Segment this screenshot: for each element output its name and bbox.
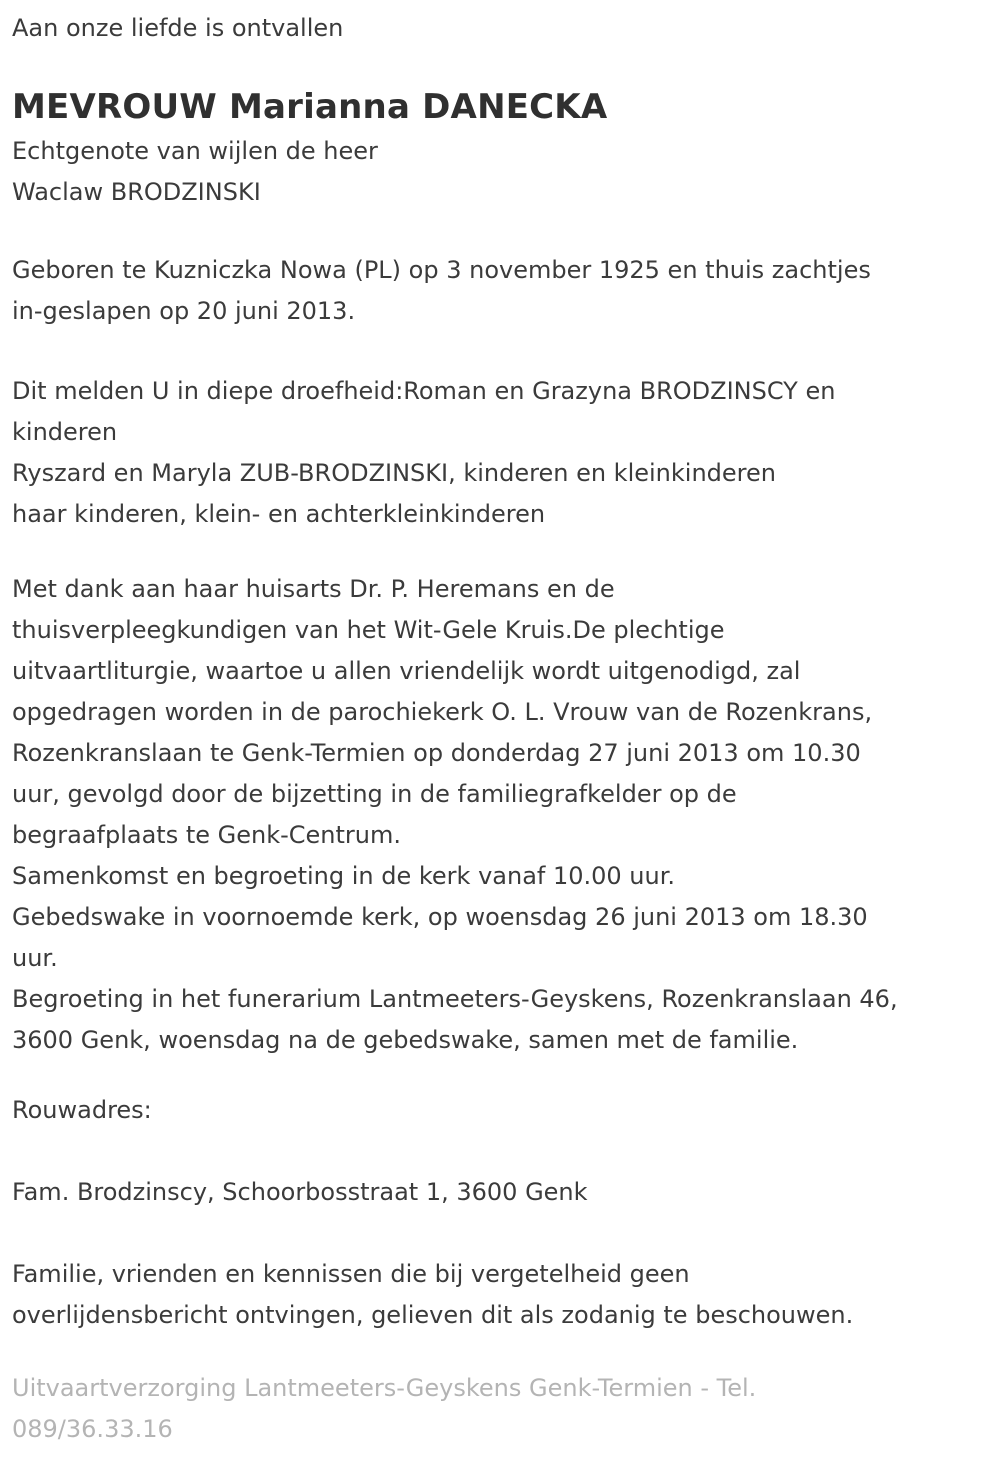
- apology-line-2: overlijdensbericht ontvingen, gelieven dit als zodanig te beschouwen.: [12, 1301, 854, 1329]
- deceased-name-title: [12, 83, 986, 131]
- birth-death-paragraph: [12, 250, 986, 332]
- service-line-2: thuisverpleegkundigen van het Wit-Gele Kruis.De plechtige: [12, 616, 725, 644]
- service-line-11: Begroeting in het funerarium Lantmeeters-Geyskens, Rozenkranslaan 46,: [12, 985, 898, 1013]
- apology-line-1: Familie, vrienden en kennissen die bij vergetelheid geen: [12, 1260, 690, 1288]
- service-line-12: 3600 Genk, woensdag na de gebedswake, samen met de familie.: [12, 1026, 799, 1054]
- mourners-line-2: kinderen: [12, 418, 118, 446]
- intro-paragraph: [12, 8, 986, 49]
- mourners-paragraph: [12, 371, 986, 535]
- apology-note-paragraph: [12, 1254, 986, 1336]
- spouse-line-1: Echtgenote van wijlen de heer: [12, 137, 378, 165]
- rouwadres-value-paragraph: [12, 1172, 986, 1213]
- birth-death-line-1: Geboren te Kuzniczka Nowa (PL) op 3 november 1925 en thuis zachtjes: [12, 256, 871, 284]
- undertaker-footer: [12, 1368, 986, 1450]
- rouwadres-label-line: Rouwadres:: [12, 1096, 152, 1124]
- service-line-8: Samenkomst en begroeting in de kerk vanaf 10.00 uur.: [12, 862, 676, 890]
- deceased-name-line: MEVROUW Marianna DANECKA: [12, 87, 608, 127]
- mourners-line-1: Dit melden U in diepe droefheid:Roman en Grazyna BRODZINSCY en: [12, 377, 836, 405]
- mourners-line-4: haar kinderen, klein- en achterkleinkinderen: [12, 500, 546, 528]
- service-line-4: opgedragen worden in de parochiekerk O. L. Vrouw van de Rozenkrans,: [12, 698, 873, 726]
- service-line-10: uur.: [12, 944, 58, 972]
- service-line-6: uur, gevolgd door de bijzetting in de familiegrafkelder op de: [12, 780, 737, 808]
- service-line-1: Met dank aan haar huisarts Dr. P. Heremans en de: [12, 575, 615, 603]
- intro-line: Aan onze liefde is ontvallen: [12, 14, 344, 42]
- spouse-line-2: Waclaw BRODZINSKI: [12, 178, 261, 206]
- spouse-paragraph: [12, 131, 986, 213]
- birth-death-line-2: in-geslapen op 20 juni 2013.: [12, 297, 356, 325]
- footer-line-1: Uitvaartverzorging Lantmeeters-Geyskens Genk-Termien - Tel.: [12, 1374, 757, 1402]
- rouwadres-value-line: Fam. Brodzinscy, Schoorbosstraat 1, 3600 Genk: [12, 1178, 588, 1206]
- service-details-paragraph: [12, 569, 986, 1061]
- mourners-line-3: Ryszard en Maryla ZUB-BRODZINSKI, kinderen en kleinkinderen: [12, 459, 776, 487]
- service-line-5: Rozenkranslaan te Genk-Termien op donderdag 27 juni 2013 om 10.30: [12, 739, 861, 767]
- service-line-3: uitvaartliturgie, waartoe u allen vriendelijk wordt uitgenodigd, zal: [12, 657, 801, 685]
- service-line-7: begraafplaats te Genk-Centrum.: [12, 821, 401, 849]
- footer-line-2: 089/36.33.16: [12, 1415, 173, 1443]
- service-line-9: Gebedswake in voornoemde kerk, op woensdag 26 juni 2013 om 18.30: [12, 903, 868, 931]
- rouwadres-label-paragraph: [12, 1090, 986, 1131]
